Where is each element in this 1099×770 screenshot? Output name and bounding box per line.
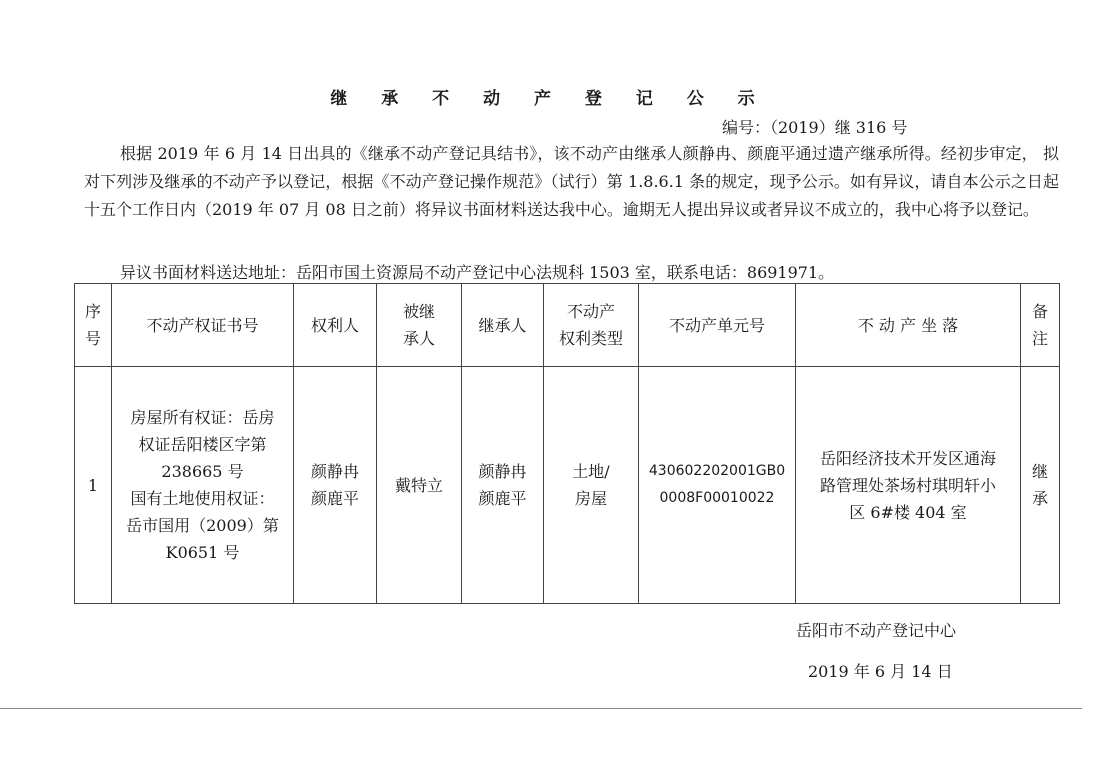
notice-paragraph: 根据 2019 年 6 月 14 日出具的《继承不动产登记具结书》，该不动产由继承人颜静冉、颜鹿平通过遗产继承所得。经初步审定， 拟对下列涉及继承的不动产予以登记，根据《不动产登记操作规范》（试行）第 1.8.6.1 条的规定，现予公示。如有异议，请自本公示之日起十五个工作日内（2019 年 07 月 08 日之前）将异议书面材料送达我中心。逾期无人提出异议或者异议不成立的，我中心将予以登记。 [84, 144, 1059, 219]
objection-address: 异议书面材料送达地址：岳阳市国土资源局不动产登记中心法规科 1503 室，联系电话：8691971。 [120, 263, 835, 282]
cell-remark: 继 承 [1021, 367, 1060, 604]
header-cert: 不动产权证书号 [112, 284, 294, 367]
header-unit-no: 不动产单元号 [639, 284, 796, 367]
header-remark: 备 注 [1021, 284, 1060, 367]
cell-seq: 1 [75, 367, 112, 604]
document-number: 编号：（2019）继 316 号 [722, 118, 908, 137]
cell-right-type: 土地/ 房屋 [544, 367, 639, 604]
bottom-rule [0, 708, 1082, 709]
cell-heir: 颜静冉 颜鹿平 [462, 367, 544, 604]
header-heir: 继承人 [462, 284, 544, 367]
header-owner: 权利人 [294, 284, 377, 367]
registration-table [74, 283, 1060, 604]
header-decedent: 被继 承人 [377, 284, 462, 367]
table-header-row [75, 284, 1060, 367]
notice-body [84, 140, 1059, 224]
header-location: 不 动 产 坐 落 [796, 284, 1021, 367]
cell-owner: 颜静冉 颜鹿平 [294, 367, 377, 604]
document-title: 继 承 不 动 产 登 记 公 示 [330, 89, 769, 109]
cell-cert: 房屋所有权证：岳房 权证岳阳楼区字第 238665 号 国有土地使用权证： 岳市国用（2009）第 K0651 号 [112, 367, 294, 604]
header-seq: 序 号 [75, 284, 112, 367]
cell-location: 岳阳经济技术开发区通海 路管理处茶场村琪明轩小 区 6#楼 404 室 [796, 367, 1021, 604]
header-right-type: 不动产 权利类型 [544, 284, 639, 367]
cell-decedent: 戴特立 [377, 367, 462, 604]
table-row [75, 367, 1060, 604]
cell-unit-no: 430602202001GB0 0008F00010022 [639, 367, 796, 604]
signature-org: 岳阳市不动产登记中心 [796, 621, 957, 640]
signature-date: 2019 年 6 月 14 日 [808, 662, 953, 681]
